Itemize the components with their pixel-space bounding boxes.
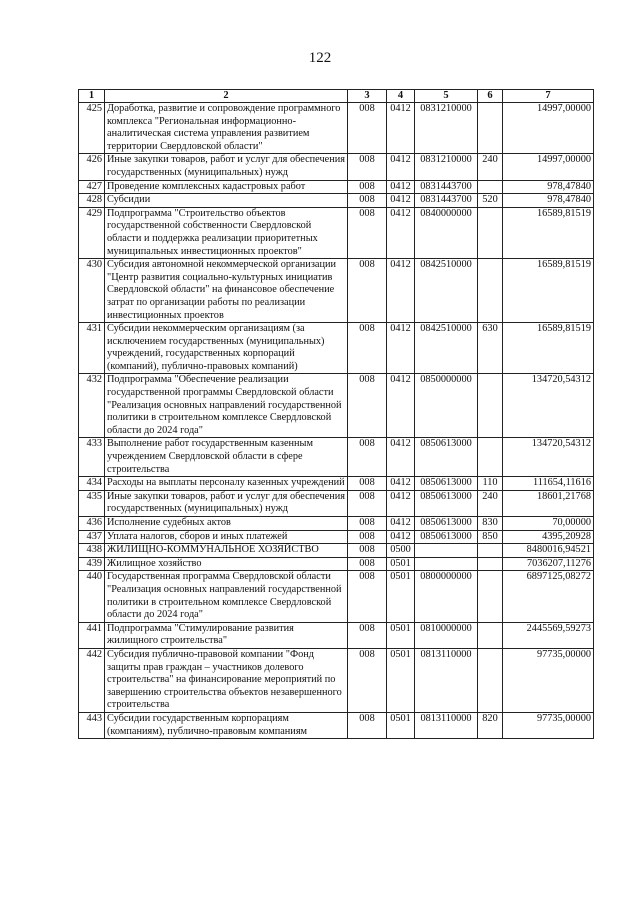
row-number: 428: [79, 194, 105, 208]
row-description: Субсидия автономной некоммерческой организации "Центр развития социально-культурных инициатив Свердловской области" на финансовое обеспечение затрат по организации работы по реализации инвестиционных проектов: [105, 259, 348, 323]
row-description: Иные закупки товаров, работ и услуг для обеспечения государственных (муниципальных) нужд: [105, 154, 348, 180]
row-code-4: 0500: [387, 544, 415, 558]
row-code-3: 008: [348, 207, 387, 258]
row-code-3: 008: [348, 490, 387, 516]
table-row: [79, 374, 594, 438]
row-amount: 18601,21768: [503, 490, 594, 516]
row-amount: 70,00000: [503, 517, 594, 531]
row-number: 426: [79, 154, 105, 180]
row-number: 435: [79, 490, 105, 516]
row-code-3: 008: [348, 259, 387, 323]
row-code-4: 0412: [387, 477, 415, 491]
row-code-6: [478, 374, 503, 438]
row-code-6: [478, 259, 503, 323]
row-code-5: 0831210000: [415, 103, 478, 154]
row-code-4: 0412: [387, 180, 415, 194]
row-code-6: 630: [478, 323, 503, 374]
row-description: Проведение комплексных кадастровых работ: [105, 180, 348, 194]
row-code-3: 008: [348, 517, 387, 531]
column-header: 1: [79, 90, 105, 103]
table-row: [79, 194, 594, 208]
row-code-5: 0850613000: [415, 477, 478, 491]
column-header: 2: [105, 90, 348, 103]
row-code-6: [478, 557, 503, 571]
row-amount: 7036207,11276: [503, 557, 594, 571]
row-description: Субсидии: [105, 194, 348, 208]
column-header: 3: [348, 90, 387, 103]
row-code-4: 0412: [387, 259, 415, 323]
row-code-4: 0412: [387, 374, 415, 438]
row-code-4: 0412: [387, 323, 415, 374]
row-code-4: 0412: [387, 194, 415, 208]
row-description: ЖИЛИЩНО-КОММУНАЛЬНОЕ ХОЗЯЙСТВО: [105, 544, 348, 558]
row-code-3: 008: [348, 438, 387, 477]
row-description: Доработка, развитие и сопровождение программного комплекса "Региональная информационно-аналитическая система управления развитием территории Свердловской области": [105, 103, 348, 154]
row-code-5: 0842510000: [415, 323, 478, 374]
row-code-3: 008: [348, 374, 387, 438]
row-number: 437: [79, 530, 105, 544]
row-description: Уплата налогов, сборов и иных платежей: [105, 530, 348, 544]
row-code-3: 008: [348, 557, 387, 571]
table-row: [79, 438, 594, 477]
row-code-3: 008: [348, 648, 387, 712]
row-code-4: 0412: [387, 103, 415, 154]
table-row: [79, 557, 594, 571]
row-code-6: 520: [478, 194, 503, 208]
row-description: Государственная программа Свердловской области "Реализация основных направлений государственной политики в строительном комплексе Свердловской области до 2024 года": [105, 571, 348, 622]
row-code-5: 0810000000: [415, 622, 478, 648]
row-number: 439: [79, 557, 105, 571]
row-amount: 97735,00000: [503, 712, 594, 738]
row-code-3: 008: [348, 323, 387, 374]
row-amount: 978,47840: [503, 180, 594, 194]
table-row: [79, 103, 594, 154]
row-code-6: [478, 544, 503, 558]
table-row: [79, 571, 594, 622]
header-row: [79, 90, 594, 103]
row-code-5: 0800000000: [415, 571, 478, 622]
row-code-4: 0412: [387, 490, 415, 516]
budget-table: [78, 89, 594, 739]
row-amount: 111654,11616: [503, 477, 594, 491]
row-number: 440: [79, 571, 105, 622]
row-amount: 2445569,59273: [503, 622, 594, 648]
row-number: 429: [79, 207, 105, 258]
row-number: 430: [79, 259, 105, 323]
row-number: 432: [79, 374, 105, 438]
row-code-5: 0840000000: [415, 207, 478, 258]
row-amount: 134720,54312: [503, 374, 594, 438]
row-code-6: 830: [478, 517, 503, 531]
row-code-6: [478, 180, 503, 194]
column-header: 7: [503, 90, 594, 103]
table-row: [79, 207, 594, 258]
row-number: 442: [79, 648, 105, 712]
row-amount: 978,47840: [503, 194, 594, 208]
table-row: [79, 712, 594, 738]
row-code-6: [478, 571, 503, 622]
row-code-4: 0412: [387, 517, 415, 531]
row-code-4: 0412: [387, 154, 415, 180]
row-code-6: 240: [478, 154, 503, 180]
row-code-6: [478, 207, 503, 258]
row-number: 425: [79, 103, 105, 154]
row-code-4: 0412: [387, 438, 415, 477]
row-code-5: 0850000000: [415, 374, 478, 438]
row-code-5: [415, 544, 478, 558]
row-number: 433: [79, 438, 105, 477]
row-amount: 16589,81519: [503, 259, 594, 323]
row-code-5: 0850613000: [415, 517, 478, 531]
row-number: 431: [79, 323, 105, 374]
row-code-3: 008: [348, 530, 387, 544]
row-code-3: 008: [348, 180, 387, 194]
row-number: 434: [79, 477, 105, 491]
table-row: [79, 180, 594, 194]
column-header: 6: [478, 90, 503, 103]
row-code-3: 008: [348, 622, 387, 648]
row-amount: 16589,81519: [503, 323, 594, 374]
row-code-4: 0501: [387, 712, 415, 738]
row-code-4: 0412: [387, 530, 415, 544]
table-row: [79, 648, 594, 712]
row-code-5: 0831443700: [415, 194, 478, 208]
row-code-3: 008: [348, 477, 387, 491]
table-row: [79, 490, 594, 516]
row-code-3: 008: [348, 103, 387, 154]
row-code-5: 0813110000: [415, 712, 478, 738]
row-code-5: 0831210000: [415, 154, 478, 180]
row-description: Субсидии государственным корпорациям (компаниям), публично-правовым компаниям: [105, 712, 348, 738]
row-code-4: 0412: [387, 207, 415, 258]
row-code-4: 0501: [387, 571, 415, 622]
table-row: [79, 259, 594, 323]
row-code-6: 110: [478, 477, 503, 491]
table-row: [79, 517, 594, 531]
row-description: Выполнение работ государственным казенным учреждением Свердловской области в сфере строительства: [105, 438, 348, 477]
row-description: Расходы на выплаты персоналу казенных учреждений: [105, 477, 348, 491]
row-code-6: 850: [478, 530, 503, 544]
row-amount: 14997,00000: [503, 103, 594, 154]
row-code-5: 0831443700: [415, 180, 478, 194]
row-code-3: 008: [348, 712, 387, 738]
row-description: Субсидия публично-правовой компании "Фонд защиты прав граждан – участников долевого строительства" на финансирование мероприятий по завершению строительства объектов незавершенного строительства: [105, 648, 348, 712]
row-amount: 4395,20928: [503, 530, 594, 544]
row-number: 427: [79, 180, 105, 194]
column-header: 5: [415, 90, 478, 103]
table-row: [79, 530, 594, 544]
row-description: Иные закупки товаров, работ и услуг для обеспечения государственных (муниципальных) нужд: [105, 490, 348, 516]
page-number: 122: [308, 50, 332, 66]
row-code-3: 008: [348, 571, 387, 622]
table-row: [79, 477, 594, 491]
row-amount: 8480016,94521: [503, 544, 594, 558]
table-row: [79, 323, 594, 374]
row-code-4: 0501: [387, 622, 415, 648]
table-row: [79, 154, 594, 180]
row-code-3: 008: [348, 154, 387, 180]
row-description: Субсидии некоммерческим организациям (за исключением государственных (муниципальных) учреждений, государственных корпораций (компаний), публично-правовых компаний): [105, 323, 348, 374]
row-code-3: 008: [348, 194, 387, 208]
row-description: Жилищное хозяйство: [105, 557, 348, 571]
row-number: 438: [79, 544, 105, 558]
row-number: 443: [79, 712, 105, 738]
row-code-6: [478, 648, 503, 712]
row-code-4: 0501: [387, 557, 415, 571]
table-row: [79, 544, 594, 558]
row-code-5: 0842510000: [415, 259, 478, 323]
column-header: 4: [387, 90, 415, 103]
row-number: 441: [79, 622, 105, 648]
row-code-6: [478, 103, 503, 154]
row-code-6: [478, 622, 503, 648]
row-code-4: 0501: [387, 648, 415, 712]
row-amount: 6897125,08272: [503, 571, 594, 622]
row-description: Подпрограмма "Строительство объектов государственной собственности Свердловской области и поддержка реализации приоритетных муниципальных инвестиционных проектов": [105, 207, 348, 258]
row-amount: 16589,81519: [503, 207, 594, 258]
row-code-6: 820: [478, 712, 503, 738]
row-code-5: 0850613000: [415, 490, 478, 516]
row-amount: 134720,54312: [503, 438, 594, 477]
row-number: 436: [79, 517, 105, 531]
row-amount: 14997,00000: [503, 154, 594, 180]
row-amount: 97735,00000: [503, 648, 594, 712]
row-code-5: 0813110000: [415, 648, 478, 712]
row-code-5: [415, 557, 478, 571]
row-description: Исполнение судебных актов: [105, 517, 348, 531]
table-row: [79, 622, 594, 648]
row-description: Подпрограмма "Стимулирование развития жилищного строительства": [105, 622, 348, 648]
row-description: Подпрограмма "Обеспечение реализации государственной программы Свердловской области "Реализация основных направлений государственной политики в строительном комплексе Свердловской области до 2024 года": [105, 374, 348, 438]
row-code-6: [478, 438, 503, 477]
row-code-3: 008: [348, 544, 387, 558]
row-code-5: 0850613000: [415, 530, 478, 544]
row-code-6: 240: [478, 490, 503, 516]
row-code-5: 0850613000: [415, 438, 478, 477]
